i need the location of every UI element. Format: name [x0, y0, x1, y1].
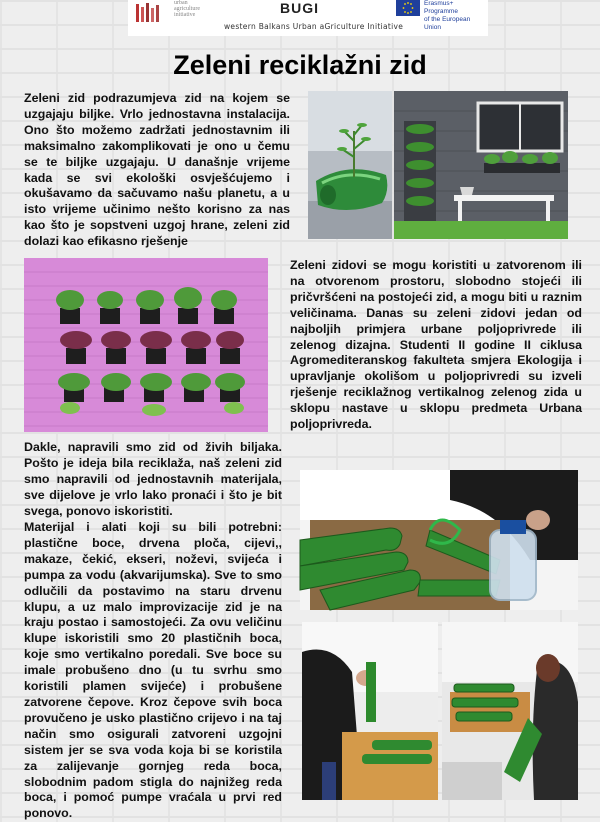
page-title: Zeleni reciklažni zid [173, 50, 427, 80]
student-working-photo-right [442, 622, 578, 800]
brand-name: BUGI [280, 0, 319, 16]
logo-left-text: urban agriculture initiative [174, 0, 200, 18]
urban-agriculture-logo [134, 0, 204, 24]
header-subtitle: western Balkans Urban aGriculture Initiative [224, 22, 404, 31]
logo-bars-icon [134, 2, 168, 22]
materials-paragraph: Materijal i alati koji su bili potrebni: plastične boce, drvena ploča, cijevi,, makaze, čekić, ekseri, noževi, svijeća i pumpa za vodu (akvarijumska). Sve to smo odlučili da postavimo na staru drvenu klupu, a uz malo improvizacije zid je na kraju postao i samostojeći. Za ovu veličinu klupe iskoristili smo 20 plastičnih boca, koje smo vertikalno poredali. Sve boce su imale probušeno dno (u tu svrhu smo koristili plamen svijeće) i probušene zatvorene čepove. Kroz čepove svih boca provučeno je usko plastično crijevo i na taj način smo osigurali zatvoreni uzgojni sistem jer se sva voda koja bi se koristila za zalijevanje gornjeg reda boca, slobodnim padom stigla do najnižeg reda boca, i pomoć pumpe vraćala u prvi red ponovo. [24, 520, 282, 821]
student-working-photo-left [302, 622, 438, 800]
shed-wall-planters-photo [394, 91, 568, 239]
purple-wall-planters-photo [24, 258, 268, 432]
workshop-bottles-photo [300, 470, 578, 610]
header-band [128, 0, 488, 36]
intro-paragraph: Zeleni zid podrazumjeva zid na kojem se uzgajaju biljke. Vrlo jednostavna instalacija. Ono što možemo zadržati jednostavnim ili maksimalno zakomplikovati je ono u čemu se te biljke uzgajaju. U današnje vrijeme kada se svi ekološki osvješćujemo i okušavamo da sačuvamo našu planetu, a u isto vrijeme učinimo nešto korisno za nas kao što je sopstveni uzgoj hrane, zeleni zid dolazi kao efikasno rješenje [24, 91, 290, 249]
made-paragraph: Dakle, napravili smo zid od živih biljaka. Pošto je ideja bila reciklaža, naš zeleni zid smo napravili od jednostavnih materijala, sve dijelove je vrlo lako pronaći i što je bit svega, ponovo iskoristiti. [24, 440, 282, 518]
usage-paragraph: Zeleni zidovi se mogu koristiti u zatvorenom ili na otvorenom prostoru, slobodno stojeći ili pričvršćeni na postojeći zid, a mogu biti u raznim veličinama. Danas su zeleni zidovi jedan od najboljih primjera urbane poljoprivrede ili zelenog dizajna. Studenti II godine II ciklusa Agromediteranskog fakulteta smjera Ekologija i upravljanje okolišom u poljoprivredi su izveli rješenje reciklažnog vertikalnog zelenog zida u sklopu nastave u sklopu predmeta Urbana poljoprivreda. [290, 258, 582, 432]
eu-programme-text: Erasmus+ Programme of the European Union [424, 0, 471, 31]
eu-flag-icon [396, 0, 420, 16]
bottle-planter-photo [308, 91, 392, 239]
